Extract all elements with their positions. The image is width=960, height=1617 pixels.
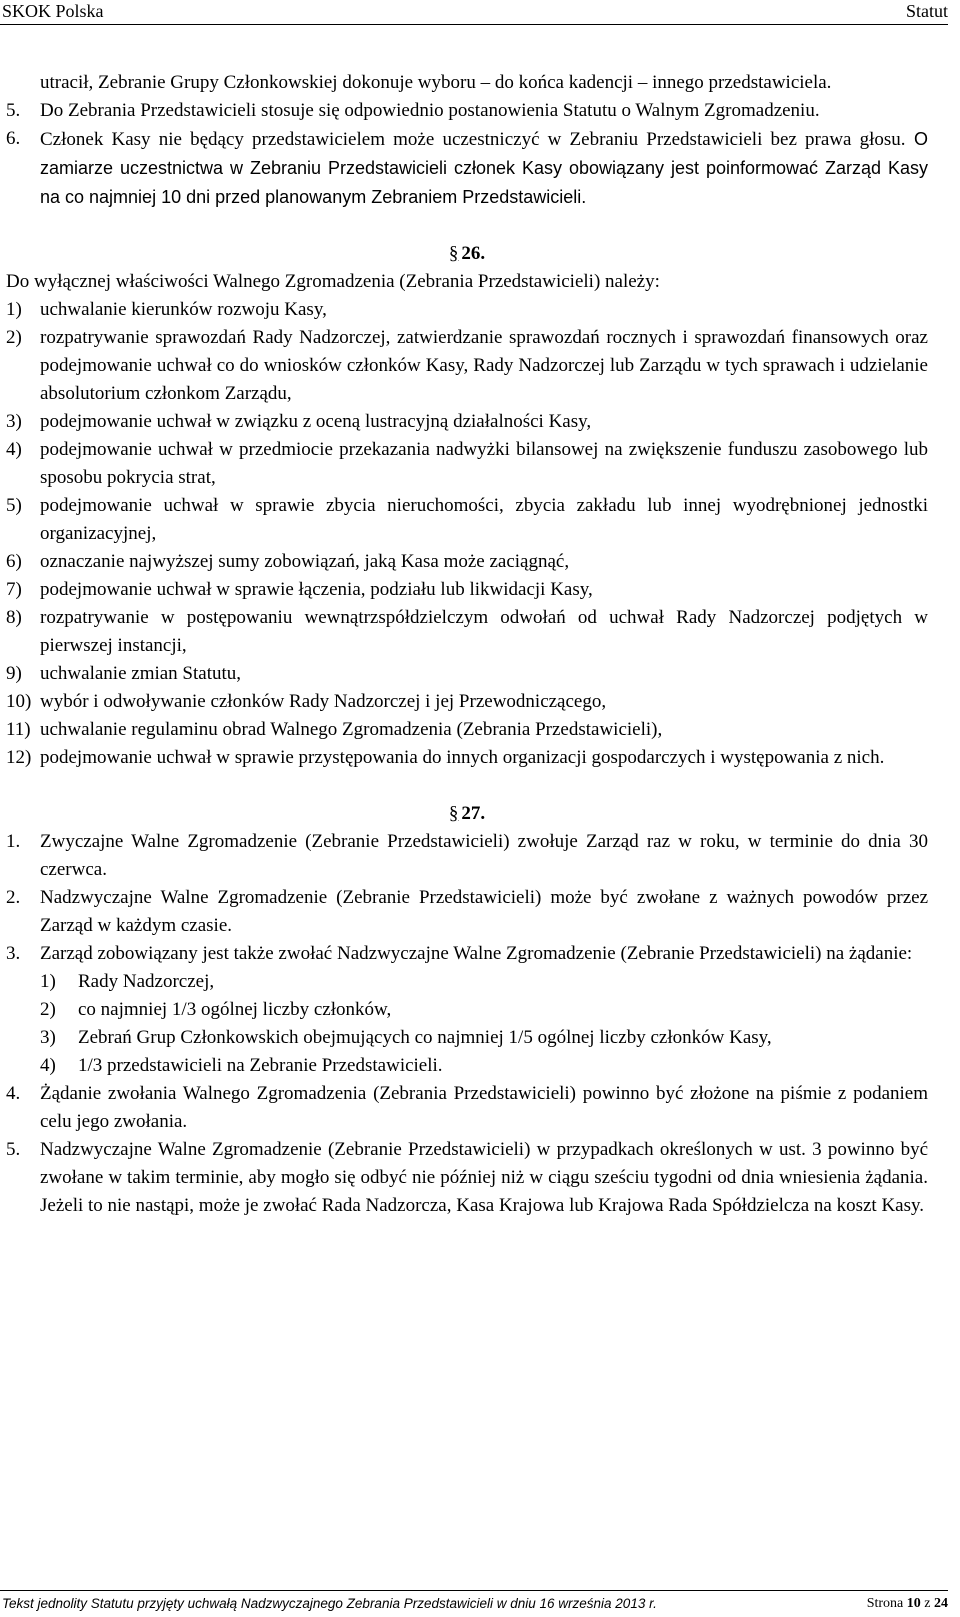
item-text: wybór i odwoływanie członków Rady Nadzorczej i jej Przewodniczącego, <box>40 691 607 712</box>
item-text: utracił, Zebranie Grupy Członkowskiej dokonuje wyboru – do końca kadencji – innego przedstawiciela. <box>40 72 832 93</box>
section-26-list <box>6 296 928 772</box>
item-text: co najmniej 1/3 ogólnej liczby członków, <box>78 999 392 1020</box>
item-text: uchwalanie kierunków rozwoju Kasy, <box>40 299 327 320</box>
item-number: 3) <box>40 1027 56 1048</box>
page-header <box>0 0 948 25</box>
item-number: 2. <box>6 887 21 908</box>
section-27-list <box>6 828 928 968</box>
item-number: 7) <box>6 579 22 600</box>
list-item <box>6 69 928 97</box>
item-number <box>6 69 40 97</box>
item-text: uchwalanie regulaminu obrad Walnego Zgromadzenia (Zebrania Przedstawicieli), <box>40 719 663 740</box>
item-number: 4) <box>6 439 22 460</box>
list-item <box>6 1136 928 1220</box>
item-number: 6) <box>6 551 22 572</box>
list-item <box>6 97 928 125</box>
list-item <box>6 688 928 716</box>
item-number: 3) <box>6 411 22 432</box>
item-text: Żądanie zwołania Walnego Zgromadzenia (Zebrania Przedstawicieli) powinno być złożone na piśmie z podaniem celu jego zwołania. <box>40 1083 928 1132</box>
item-number: 3. <box>6 943 21 964</box>
list-item <box>6 436 928 492</box>
section-number: 27. <box>461 803 486 824</box>
item-text: podejmowanie uchwał w sprawie łączenia, podziału lub likwidacji Kasy, <box>40 579 593 600</box>
item-number: 1. <box>6 831 21 852</box>
list-item <box>6 1080 928 1136</box>
section-27-list-continued <box>6 1080 928 1220</box>
page-footer <box>0 1590 948 1611</box>
item-text: podejmowanie uchwał w sprawie zbycia nieruchomości, zbycia zakładu lub innej wyodrębnionej jednostki organizacyjnej, <box>40 495 928 544</box>
item-number: 10) <box>6 691 32 712</box>
item-text: Zarząd zobowiązany jest także zwołać Nadzwyczajne Walne Zgromadzenie (Zebranie Przedstawicieli) na żądanie: <box>40 943 913 964</box>
item-text-sans: O zamiarze uczestnictwa w Zebraniu Przedstawicieli członek Kasy obowiązany jest poinformować Zarząd Kasy na co najmniej 10 dni przed planowanym Zebraniem Przedstawicieli. <box>40 129 928 207</box>
list-item <box>6 576 928 604</box>
item-text: rozpatrywanie w postępowaniu wewnątrzspółdzielczym odwołań od uchwał Rady Nadzorczej podjętych w pierwszej instancji, <box>40 607 928 656</box>
list-item <box>6 548 928 576</box>
list-item <box>6 660 928 688</box>
item-text: uchwalanie zmian Statutu, <box>40 663 242 684</box>
item-number: 12) <box>6 747 32 768</box>
section-27-sublist <box>6 968 928 1080</box>
section-number: 26. <box>461 243 486 264</box>
footer-note: Tekst jednolity Statutu przyjęty uchwałą Nadzwyczajnego Zebrania Przedstawicieli w dniu 16 września 2013 r. <box>2 1596 657 1611</box>
header-doc-title: Statut <box>905 1 948 21</box>
list-item <box>6 296 928 324</box>
list-item <box>6 125 928 212</box>
item-number: 2) <box>40 999 56 1020</box>
section-heading-26 <box>6 240 928 268</box>
item-text: Rady Nadzorczej, <box>78 971 215 992</box>
item-number: 4. <box>6 1083 21 1104</box>
item-text: oznaczanie najwyższej sumy zobowiązań, jaką Kasa może zaciągnąć, <box>40 551 570 572</box>
item-text: Zebrań Grup Członkowskich obejmujących co najmniej 1/5 ogólnej liczby członków Kasy, <box>78 1027 772 1048</box>
document-body <box>6 69 928 1220</box>
item-text: podejmowanie uchwał w przedmiocie przekazania nadwyżki bilansowej na zwiększenie funduszu zasobowego lub sposobu pokrycia strat, <box>40 439 928 488</box>
item-number: 1) <box>40 971 56 992</box>
item-text: Do Zebrania Przedstawicieli stosuje się odpowiednio postanowienia Statutu o Walnym Zgromadzeniu. <box>40 100 820 121</box>
item-text-serif: Członek Kasy nie będący przedstawicielem może uczestniczyć w Zebraniu Przedstawicieli bez prawa głosu. <box>40 129 906 150</box>
section-heading-27 <box>6 800 928 828</box>
page-current: 10 <box>906 1596 921 1611</box>
list-item <box>6 828 928 884</box>
page-total: 24 <box>934 1596 948 1611</box>
list-item <box>6 604 928 660</box>
item-number: 2) <box>6 327 22 348</box>
page-of: z <box>924 1596 931 1611</box>
item-number: 11) <box>6 719 31 740</box>
page-number <box>867 1595 948 1613</box>
item-number: 6. <box>6 128 21 149</box>
list-item <box>6 940 928 968</box>
item-text: Nadzwyczajne Walne Zgromadzenie (Zebranie Przedstawicieli) może być zwołane z ważnych powodów przez Zarząd w każdym czasie. <box>40 887 928 936</box>
item-number: 8) <box>6 607 22 628</box>
item-text: rozpatrywanie sprawozdań Rady Nadzorczej, zatwierdzanie sprawozdań rocznych i sprawozdań finansowych oraz podejmowanie uchwał co do wniosków członków Kasy, Rady Nadzorczej lub Zarządu w tych sprawach i udzielanie absolutorium członkom Zarządu, <box>40 327 928 404</box>
list-item <box>6 492 928 548</box>
list-item <box>6 968 928 996</box>
item-number: 4) <box>40 1055 56 1076</box>
item-number: 5. <box>6 1139 21 1160</box>
paragraph-symbol: § <box>448 803 459 824</box>
item-text: Zwyczajne Walne Zgromadzenie (Zebranie Przedstawicieli) zwołuje Zarząd raz w roku, w terminie do dnia 30 czerwca. <box>40 831 928 880</box>
item-number: 5. <box>6 100 21 121</box>
section-intro: Do wyłącznej właściwości Walnego Zgromadzenia (Zebrania Przedstawicieli) należy: <box>6 271 660 292</box>
list-item <box>6 996 928 1024</box>
header-org-name: SKOK Polska <box>2 1 104 21</box>
list-item <box>6 1052 928 1080</box>
list-item <box>6 884 928 940</box>
list-item <box>6 1024 928 1052</box>
item-text: Nadzwyczajne Walne Zgromadzenie (Zebranie Przedstawicieli) w przypadkach określonych w ust. 3 powinno być zwołane w takim terminie, aby mogło się odbyć nie później niż w ciągu sześciu tygodni od dnia wniesienia żądania. Jeżeli to nie nastąpi, może je zwołać Rada Nadzorcza, Kasa Krajowa lub Krajowa Rada Spółdzielcza na koszt Kasy. <box>40 1139 928 1216</box>
list-item <box>6 716 928 744</box>
paragraph-symbol: § <box>448 243 459 264</box>
item-number: 1) <box>6 299 22 320</box>
page-label: Strona <box>866 1596 904 1611</box>
item-text: podejmowanie uchwał w sprawie przystępowania do innych organizacji gospodarczych i występowania z nich. <box>40 747 885 768</box>
list-item <box>6 744 928 772</box>
item-text: podejmowanie uchwał w związku z oceną lustracyjną działalności Kasy, <box>40 411 592 432</box>
item-text <box>40 125 928 212</box>
item-text: 1/3 przedstawicieli na Zebranie Przedstawicieli. <box>78 1055 443 1076</box>
list-item <box>6 408 928 436</box>
item-number: 5) <box>6 495 22 516</box>
list-item <box>6 324 928 408</box>
item-number: 9) <box>6 663 22 684</box>
